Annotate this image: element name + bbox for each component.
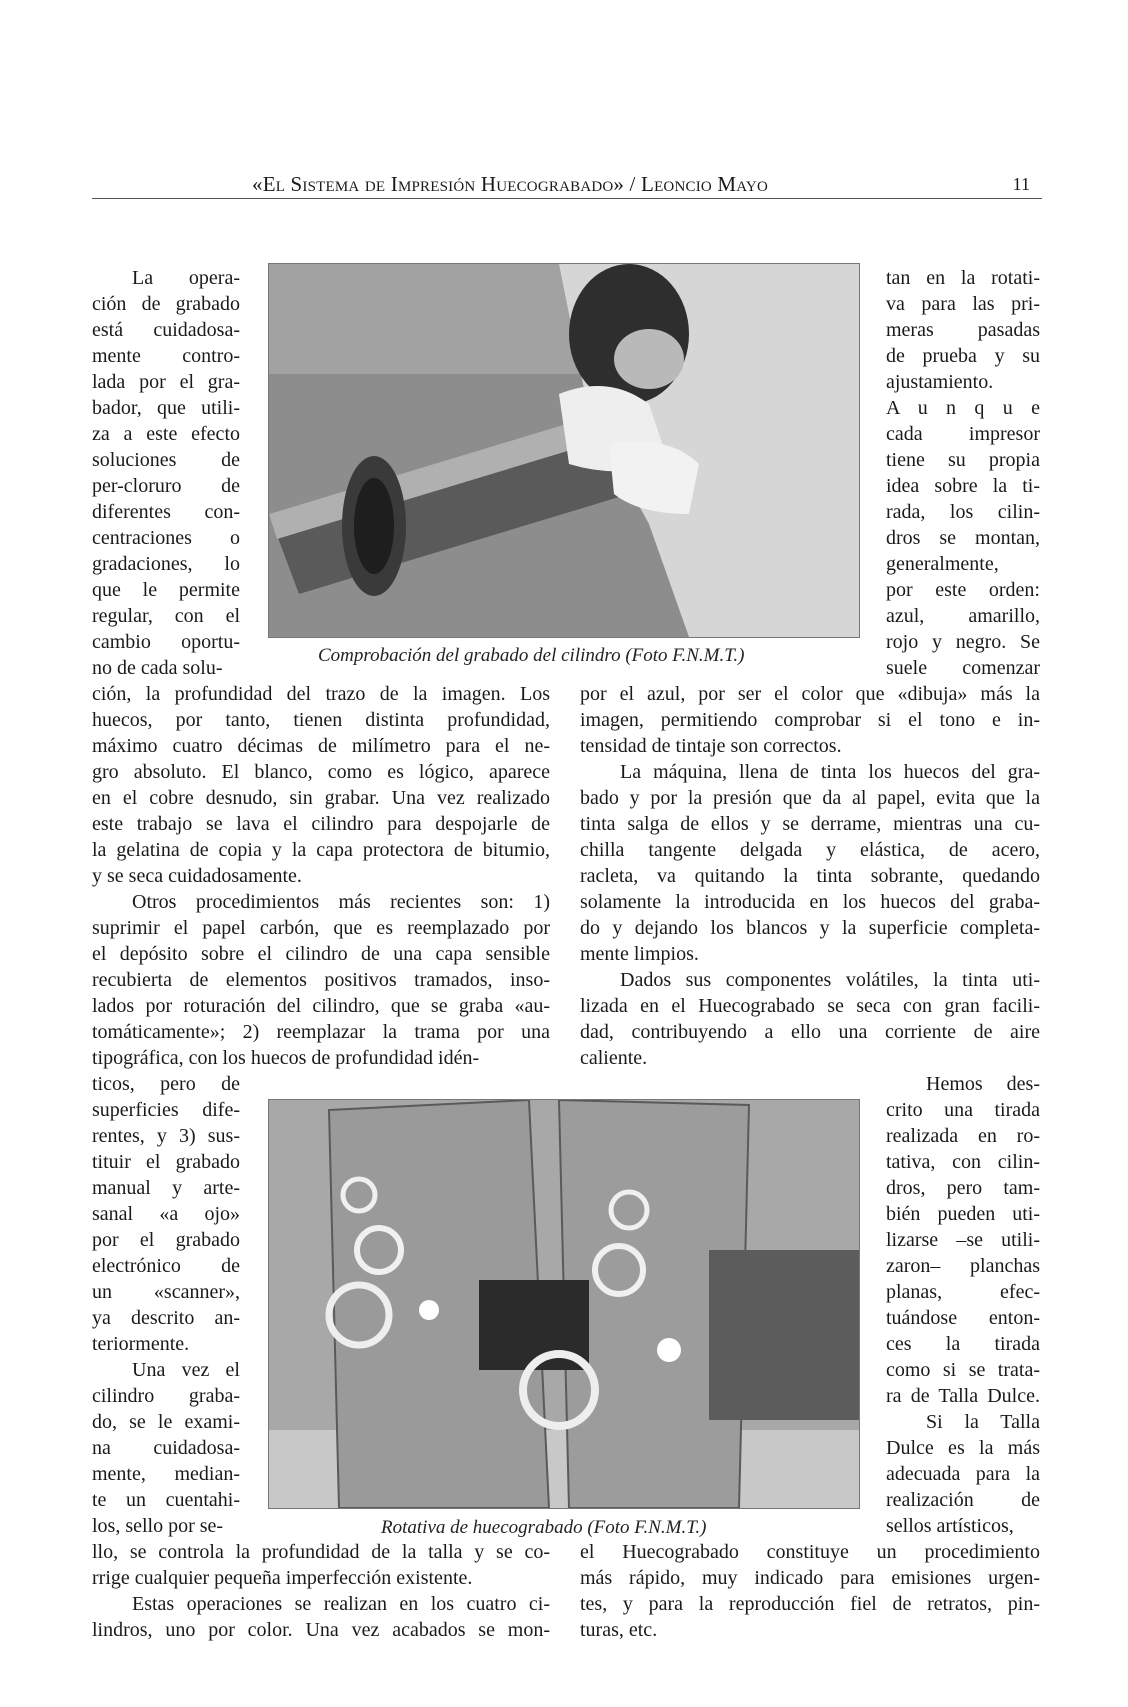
cylinder-inspection-photo xyxy=(268,263,860,638)
text-line: rada, los cilin- xyxy=(886,501,1040,523)
text-line: por el grabado xyxy=(92,1229,240,1251)
text-line: máximo cuatro décimas de milímetro para el ne- xyxy=(92,735,550,757)
text-line: sellos artísticos, xyxy=(886,1515,1014,1537)
text-line: va para las pri- xyxy=(886,293,1040,315)
text-line: Dados sus componentes volátiles, la tinta uti- xyxy=(620,969,1040,991)
text-line: do, se le exami- xyxy=(92,1411,240,1433)
text-line: ticos, pero de xyxy=(92,1073,240,1095)
text-line: Otros procedimientos más recientes son: 1) xyxy=(132,891,550,913)
text-line: en el cobre desnudo, sin grabar. Una vez realizado xyxy=(92,787,550,809)
text-line: A u n q u e xyxy=(886,397,1040,419)
text-line: está cuidadosa- xyxy=(92,319,240,341)
text-line: soluciones de xyxy=(92,449,240,471)
text-line: bador, que utili- xyxy=(92,397,240,419)
text-line: rentes, y 3) sus- xyxy=(92,1125,240,1147)
text-line: realizada en ro- xyxy=(886,1125,1040,1147)
photo1-caption: Comprobación del grabado del cilindro (Foto F.N.M.T.) xyxy=(318,645,745,666)
text-line: tiene su propia xyxy=(886,449,1040,471)
text-line: bién pueden uti- xyxy=(886,1203,1040,1225)
text-line: do y dejando los blancos y la superficie completa- xyxy=(580,917,1040,939)
text-line: y se seca cuidadosamente. xyxy=(92,865,302,887)
text-line: La opera- xyxy=(132,267,240,289)
text-line: lizada en el Huecograbado se seca con gran facili- xyxy=(580,995,1040,1017)
text-line: per-cloruro de xyxy=(92,475,240,497)
text-line: solamente la introducida en los huecos del graba- xyxy=(580,891,1040,913)
text-line: este trabajo se lava el cilindro para despojarle de xyxy=(92,813,550,835)
text-line: cilindro graba- xyxy=(92,1385,240,1407)
text-line: ra de Talla Dulce. xyxy=(886,1385,1040,1407)
text-line: llo, se controla la profundidad de la talla y se co- xyxy=(92,1541,550,1563)
text-line: tomáticamente»; 2) reemplazar la trama por una xyxy=(92,1021,550,1043)
text-line: Dulce es la más xyxy=(886,1437,1040,1459)
text-line: lizarse –se utili- xyxy=(886,1229,1040,1251)
text-line: un «scanner», xyxy=(92,1281,240,1303)
text-line: como si se trata- xyxy=(886,1359,1040,1381)
text-line: tinta salga de ellos y se derrame, mientras una cu- xyxy=(580,813,1040,835)
text-line: azul, amarillo, xyxy=(886,605,1040,627)
text-line: tipográfica, con los huecos de profundidad idén- xyxy=(92,1047,480,1069)
text-line: lados por roturación del cilindro, que se graba «au- xyxy=(92,995,550,1017)
text-line: tuándose enton- xyxy=(886,1307,1040,1329)
text-line: rojo y negro. Se xyxy=(886,631,1040,653)
text-line: zaron– planchas xyxy=(886,1255,1040,1277)
text-line: dros se montan, xyxy=(886,527,1040,549)
text-line: Estas operaciones se realizan en los cuatro ci- xyxy=(132,1593,550,1615)
text-line: adecuada para la xyxy=(886,1463,1040,1485)
text-line: cambio oportu- xyxy=(92,631,240,653)
text-line: superficies dife- xyxy=(92,1099,240,1121)
text-line: recubierta de elementos positivos tramados, inso- xyxy=(92,969,550,991)
text-line: ces la tirada xyxy=(886,1333,1040,1355)
photo2-caption: Rotativa de huecograbado (Foto F.N.M.T.) xyxy=(381,1517,707,1538)
text-line: teriormente. xyxy=(92,1333,190,1355)
text-line: el depósito sobre el cilindro de una capa sensible xyxy=(92,943,550,965)
text-line: gro absoluto. El blanco, como es lógico, aparece xyxy=(92,761,550,783)
text-line: te un cuentahi- xyxy=(92,1489,240,1511)
text-line: Hemos des- xyxy=(926,1073,1040,1095)
text-line: rrige cualquier pequeña imperfección existente. xyxy=(92,1567,473,1589)
text-line: idea sobre la ti- xyxy=(886,475,1040,497)
text-line: no de cada solu- xyxy=(92,657,223,679)
text-line: ción, la profundidad del trazo de la imagen. Los xyxy=(92,683,550,705)
text-line: sanal «a ojo» xyxy=(92,1203,240,1225)
text-line: tes, y para la reproducción fiel de retratos, pin- xyxy=(580,1593,1040,1615)
text-line: suele comenzar xyxy=(886,657,1040,679)
text-line: electrónico de xyxy=(92,1255,240,1277)
text-line: crito una tirada xyxy=(886,1099,1040,1121)
text-line: turas, etc. xyxy=(580,1619,658,1641)
text-line: que le permite xyxy=(92,579,240,601)
text-line: dros, pero tam- xyxy=(886,1177,1040,1199)
header-title: «El Sistema de Impresión Huecograbado» / Leoncio Mayo xyxy=(252,172,768,196)
text-line: tativa, con cilin- xyxy=(886,1151,1040,1173)
text-line: chilla tangente delgada y elástica, de acero, xyxy=(580,839,1040,861)
text-line: lada por el gra- xyxy=(92,371,240,393)
text-line: ya descrito an- xyxy=(92,1307,240,1329)
text-line: Si la Talla xyxy=(926,1411,1040,1433)
text-line: más rápido, muy indicado para emisiones urgen- xyxy=(580,1567,1040,1589)
text-line: mente contro- xyxy=(92,345,240,367)
text-line: bado y por la presión que da al papel, evita que la xyxy=(580,787,1040,809)
text-line: el Huecograbado constituye un procedimiento xyxy=(580,1541,1040,1563)
text-line: mente limpios. xyxy=(580,943,699,965)
text-line: ajustamiento. xyxy=(886,371,994,393)
text-line: lindros, uno por color. Una vez acabados se mon- xyxy=(92,1619,550,1641)
text-line: La máquina, llena de tinta los huecos del gra- xyxy=(620,761,1040,783)
text-line: por este orden: xyxy=(886,579,1040,601)
text-line: imagen, permitiendo comprobar si el tono e in- xyxy=(580,709,1040,731)
text-line: por el azul, por ser el color que «dibuja» más la xyxy=(580,683,1040,705)
text-line: gradaciones, lo xyxy=(92,553,240,575)
text-line: realización de xyxy=(886,1489,1040,1511)
text-line: regular, con el xyxy=(92,605,240,627)
rotary-press-photo xyxy=(268,1099,860,1509)
text-line: generalmente, xyxy=(886,553,999,575)
text-line: mente, median- xyxy=(92,1463,240,1485)
text-line: los, sello por se- xyxy=(92,1515,224,1537)
text-line: huecos, por tanto, tienen distinta profundidad, xyxy=(92,709,550,731)
text-line: za a este efecto xyxy=(92,423,240,445)
text-line: cada impresor xyxy=(886,423,1040,445)
text-line: na cuidadosa- xyxy=(92,1437,240,1459)
text-line: ción de grabado xyxy=(92,293,240,315)
text-line: caliente. xyxy=(580,1047,648,1069)
running-header xyxy=(92,172,1042,199)
text-line: tituir el grabado xyxy=(92,1151,240,1173)
text-line: tensidad de tintaje son correctos. xyxy=(580,735,842,757)
text-line: la gelatina de copia y la capa protectora de bitumio, xyxy=(92,839,550,861)
text-line: racleta, va quitando la tinta sobrante, quedando xyxy=(580,865,1040,887)
text-line: diferentes con- xyxy=(92,501,240,523)
text-line: de prueba y su xyxy=(886,345,1040,367)
text-line: tan en la rotati- xyxy=(886,267,1040,289)
text-line: centraciones o xyxy=(92,527,240,549)
text-line: manual y arte- xyxy=(92,1177,240,1199)
text-line: meras pasadas xyxy=(886,319,1040,341)
page-number: 11 xyxy=(1012,174,1030,194)
text-line: suprimir el papel carbón, que es reemplazado por xyxy=(92,917,550,939)
text-line: Una vez el xyxy=(132,1359,240,1381)
text-line: planas, efec- xyxy=(886,1281,1040,1303)
text-line: dad, contribuyendo a ello una corriente de aire xyxy=(580,1021,1040,1043)
